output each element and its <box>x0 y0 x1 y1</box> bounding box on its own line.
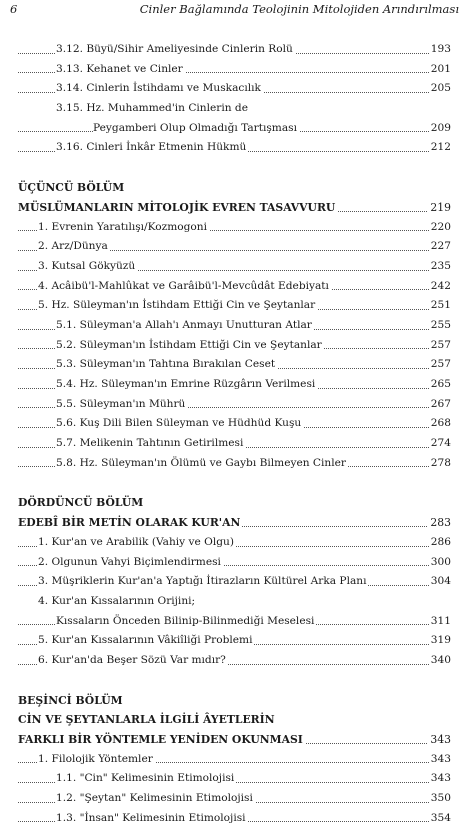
chapter-title-line2: FARKLI BİR YÖNTEMLE YENİDEN OKUNMASI 343 <box>18 730 451 750</box>
toc-entry: 3.15. Hz. Muhammed'in Cinlerin de <box>56 102 248 115</box>
page-header <box>10 2 459 16</box>
running-title: Cinler Bağlamında Teolojinin Mitolojiden Arındırılması <box>139 2 459 16</box>
toc-entry: 4. Acâibü'l-Mahlûkat ve Garâibü'l-Mevcûdât Edebiyatı 242 <box>18 277 451 297</box>
toc-subentry: 5.3. Süleyman'ın Tahtına Bırakılan Ceset 257 <box>18 355 451 375</box>
toc-entry: 2. Olgunun Vahyi Biçimlendirmesi 300 <box>18 553 451 573</box>
chapter-heading: ÜÇÜNCÜ BÖLÜM <box>18 181 125 195</box>
toc-entry: 3.16. Cinleri İnkâr Etmenin Hükmü 212 <box>18 138 451 158</box>
chapter-title: MÜSLÜMANLARIN MİTOLOJİK EVREN TASAVVURU 219 <box>18 198 451 218</box>
toc-subentry: 1.2. "Şeytan" Kelimesinin Etimolojisi 350 <box>18 789 451 809</box>
chapter-heading: BEŞİNCİ BÖLÜM <box>18 693 123 707</box>
toc-entry: 2. Arz/Dünya 227 <box>18 237 451 257</box>
toc-entry: 3.13. Kehanet ve Cinler 201 <box>18 60 451 80</box>
chapter-heading: DÖRDÜNCÜ BÖLÜM <box>18 496 144 510</box>
toc-entry: 1. Filolojik Yöntemler 343 <box>18 750 451 770</box>
toc-subentry: 1.1. "Cin" Kelimesinin Etimolojisi 343 <box>18 769 451 789</box>
chapter-title-line1: CİN VE ŞEYTANLARLA İLGİLİ ÂYETLERİN <box>18 713 275 727</box>
toc-subentry: 5.6. Kuş Dili Bilen Süleyman ve Hüdhüd Kuşu 268 <box>18 414 451 434</box>
toc-entry: 5. Kur'an Kıssalarının Vâkiîliği Problemi 319 <box>18 631 451 651</box>
toc-entry: 5. Hz. Süleyman'ın İstihdam Ettiği Cin ve Şeytanlar 251 <box>18 296 451 316</box>
toc-entry: 1. Evrenin Yaratılışı/Kozmogoni 220 <box>18 218 451 238</box>
toc-entry: 6. Kur'an'da Beşer Sözü Var mıdır? 340 <box>18 651 451 671</box>
toc-subentry: 5.7. Melikenin Tahtının Getirilmesi 274 <box>18 434 451 454</box>
toc-subentry: 5.5. Süleyman'ın Mührü 267 <box>18 395 451 415</box>
page-number: 6 <box>10 2 18 16</box>
toc-entry: 4. Kur'an Kıssalarının Orijini; <box>38 594 196 607</box>
toc-entry: 3.12. Büyü/Sihir Ameliyesinde Cinlerin Rolü 193 <box>18 40 451 60</box>
toc-entry: 3. Müşriklerin Kur'an'a Yaptığı İtirazların Kültürel Arka Planı 304 <box>18 572 451 592</box>
toc-subentry: 5.8. Hz. Süleyman'ın Ölümü ve Gaybı Bilmeyen Cinler 278 <box>18 454 451 474</box>
toc-subentry: 5.4. Hz. Süleyman'ın Emrine Rüzgârın Verilmesi 265 <box>18 375 451 395</box>
chapter-title: EDEBÎ BİR METİN OLARAK KUR'AN 283 <box>18 513 451 533</box>
toc-subentry: 5.1. Süleyman'a Allah'ı Anmayı Unutturan Atlar 255 <box>18 316 451 336</box>
toc-entry-continued: Peygamberi Olup Olmadığı Tartışması 209 <box>18 119 451 139</box>
toc-subentry: 1.3. "İnsan" Kelimesinin Etimolojisi 354 <box>18 809 451 828</box>
toc-entry: 3.14. Cinlerin İstihdamı ve Muskacılık 205 <box>18 79 451 99</box>
toc-entry: 1. Kur'an ve Arabilik (Vahiy ve Olgu) 286 <box>18 533 451 553</box>
toc-entry-continued: Kıssaların Önceden Bilinip-Bilinmediği Meselesi 311 <box>18 612 451 632</box>
toc-entry: 3. Kutsal Gökyüzü 235 <box>18 257 451 277</box>
toc-subentry: 5.2. Süleyman'ın İstihdam Ettiği Cin ve Şeytanlar 257 <box>18 336 451 356</box>
table-of-contents <box>18 40 451 828</box>
